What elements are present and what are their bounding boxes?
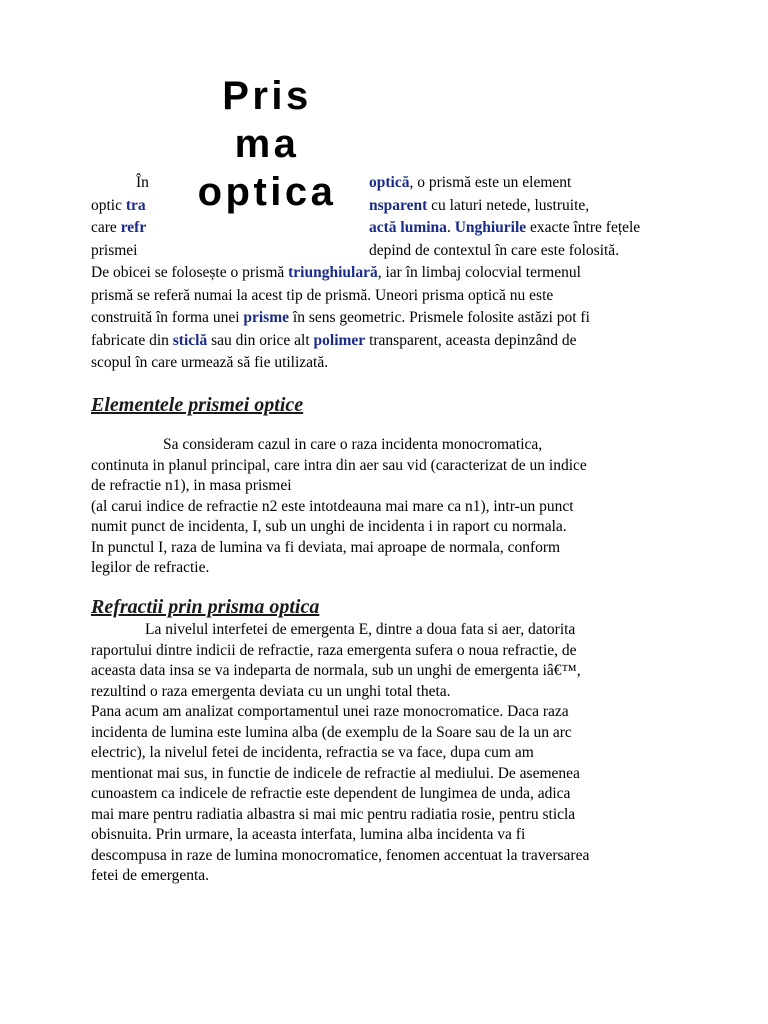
section1-line: de refractie n1), in masa prismei [91,477,292,494]
intro-text: De obicei se folosește o prismă [91,264,289,281]
link-unghiurile[interactable]: Unghiurile [454,219,527,236]
section2-line: cunoastem ca indicele de refractie este dependent de lungimea de unda, adica [91,785,571,802]
title-line-1: Pris [222,74,312,118]
intro-text: . [446,219,455,236]
intro-text: , o prismă este un element [409,174,572,191]
section2-line: Pana acum am analizat comportamentul unei raze monocromatice. Daca raza [91,703,569,720]
section2-line: rezultind o raza emergenta deviata cu un unghi total theta. [91,683,451,700]
link-sticla[interactable]: sticlă [172,332,208,349]
link-transparent-part1[interactable]: tra [125,197,146,214]
intro-line-8 [91,330,576,352]
intro-text: sau din orice alt [207,332,314,349]
intro-text: cu laturi netede, lustruite, [427,197,590,214]
section2-line: descompusa in raze de lumina monocromatice, fenomen accentuat la traversarea [91,847,590,864]
page-title [182,72,352,222]
intro-text: depind de contextul în care este folosită. [369,242,620,259]
link-refracta-part1[interactable]: refr [120,219,147,236]
link-refracta-part2[interactable]: actă lumina [369,219,447,236]
intro-line-2-left [91,195,146,217]
intro-text: care [91,219,121,236]
section2-line: raportului dintre indicii de refractie, raza emergenta sufera o noua refractie, de [91,642,577,659]
section2-line: La nivelul interfetei de emergenta E, dintre a doua fata si aer, datorita [145,621,576,638]
intro-line-9 [91,352,328,374]
link-prisme[interactable]: prisme [243,309,290,326]
title-line-2: ma [234,122,300,166]
intro-line-4-left [91,240,138,262]
link-optica[interactable]: optică [369,174,410,191]
section1-line: (al carui indice de refractie n2 este intotdeauna mai mare ca n1), intr-un punct [91,498,574,515]
section2-line: obisnuita. Prin urmare, la aceasta interfata, lumina alba incidenta va fi [91,826,526,843]
section-heading-refractii: Refractii prin prisma optica [91,596,320,618]
section1-line: In punctul I, raza de lumina va fi deviata, mai aproape de normala, conform [91,539,561,556]
intro-text: transparent, aceasta depinzând de [365,332,577,349]
section1-line: numit punct de incidenta, I, sub un unghi de incidenta i in raport cu normala. [91,518,567,535]
intro-text: scopul în care urmează să fie utilizată. [91,354,329,371]
intro-line-7 [91,307,590,329]
intro-text: exacte între fețele [526,219,641,236]
section2-line: mentionat mai sus, in functie de indicele de refractie al mediului. De asemenea [91,765,580,782]
link-polimer[interactable]: polimer [313,332,366,349]
section1-line: continuta in planul principal, care intra din aer sau vid (caracterizat de un indice [91,457,587,474]
intro-line-3-right [369,217,640,239]
intro-line-1-right [369,172,571,194]
intro-text: prismă se referă numai la acest tip de prismă. Uneori prisma optică nu este [91,287,554,304]
intro-line-2-right [369,195,589,217]
intro-text: În [136,174,149,191]
intro-line-4-right [369,240,619,262]
section1-line: Sa consideram cazul in care o raza incidenta monocromatica, [163,436,543,453]
section1-line: legilor de refractie. [91,559,210,576]
intro-text: , iar în limbaj colocvial termenul [377,264,581,281]
intro-line-3-left [91,217,146,239]
section2-line: aceasta data insa se va indeparta de normala, sub un unghi de emergenta iâ€™, [91,662,581,679]
intro-line-1-left [136,172,149,194]
section2-line: electric), la nivelul fetei de incidenta, refractia se va face, dupa cum am [91,744,534,761]
section2-line: mai mare pentru radiatia albastra si mai mic pentru radiatia rosie, pentru sticla [91,806,576,823]
section2-line: incidenta de lumina este lumina alba (de exemplu de la Soare sau de la un arc [91,724,572,741]
intro-line-6 [91,285,553,307]
intro-text: construită în forma unei [91,309,244,326]
section-heading-elementele: Elementele prismei optice [91,394,304,416]
link-transparent-part2[interactable]: nsparent [369,197,428,214]
title-line-3: optica [197,170,337,214]
intro-text: prismei [91,242,138,259]
intro-text: în sens geometric. Prismele folosite astăzi pot fi [289,309,590,326]
intro-text: optic [91,197,126,214]
section2-line: fetei de emergenta. [91,867,210,884]
intro-text: fabricate din [91,332,173,349]
link-triunghiulara[interactable]: triunghiulară [288,264,378,281]
intro-line-5 [91,262,581,284]
